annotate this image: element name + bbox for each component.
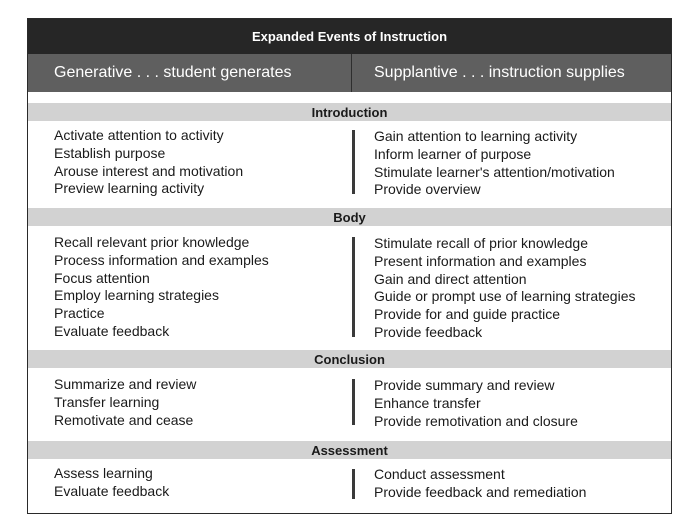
introduction-generative-list — [54, 127, 243, 198]
list-item: Provide feedback and remediation — [374, 483, 587, 500]
column-header-supplantive: Supplantive . . . instruction supplies — [374, 64, 625, 81]
body-generative-list — [54, 234, 269, 341]
assessment-generative-list — [54, 465, 169, 501]
list-item: Provide overview — [374, 181, 481, 198]
body-supplantive-list — [374, 235, 635, 342]
list-item: Focus attention — [54, 269, 150, 286]
list-item: Arouse interest and motivation — [54, 162, 244, 179]
list-item: Stimulate learner's attention/motivation — [374, 163, 615, 180]
list-item: Inform learner of purpose — [374, 145, 532, 162]
list-item: Summarize and review — [54, 376, 197, 392]
list-item: Provide remotivation and closure — [374, 412, 578, 429]
list-item: Employ learning strategies — [54, 287, 219, 304]
list-item: Evaluate feedback — [54, 322, 170, 339]
list-item: Practice — [54, 305, 105, 322]
list-item: Enhance transfer — [374, 394, 481, 411]
section-header-introduction: Introduction — [28, 103, 671, 121]
column-header-generative: Generative . . . student generates — [54, 64, 292, 81]
list-item: Conduct assessment — [374, 466, 505, 482]
section-divider-bar — [352, 469, 355, 499]
list-item: Transfer learning — [54, 393, 160, 410]
list-item: Preview learning activity — [54, 180, 205, 197]
list-item: Gain attention to learning activity — [374, 128, 578, 144]
list-item: Process information and examples — [54, 251, 269, 268]
table-title: Expanded Events of Instruction — [28, 19, 671, 54]
list-item: Evaluate feedback — [54, 482, 170, 499]
section-divider-bar — [352, 237, 355, 337]
list-item: Gain and direct attention — [374, 270, 527, 287]
list-item: Assess learning — [54, 465, 153, 481]
section-divider-bar — [352, 130, 355, 194]
assessment-supplantive-list — [374, 466, 586, 502]
section-header-conclusion: Conclusion — [28, 350, 671, 368]
column-header-row — [28, 54, 671, 92]
list-item: Activate attention to activity — [54, 127, 224, 143]
list-item: Provide summary and review — [374, 377, 555, 393]
column-divider — [351, 54, 352, 92]
section-header-assessment: Assessment — [28, 441, 671, 459]
list-item: Guide or prompt use of learning strategies — [374, 288, 636, 305]
list-item: Establish purpose — [54, 144, 166, 161]
list-item: Provide feedback — [374, 323, 483, 340]
list-item: Remotivate and cease — [54, 411, 194, 428]
section-divider-bar — [352, 379, 355, 425]
list-item: Provide for and guide practice — [374, 306, 560, 323]
conclusion-generative-list — [54, 376, 196, 429]
section-header-body: Body — [28, 208, 671, 226]
introduction-supplantive-list — [374, 128, 615, 199]
conclusion-supplantive-list — [374, 377, 578, 430]
list-item: Present information and examples — [374, 252, 587, 269]
list-item: Recall relevant prior knowledge — [54, 234, 250, 250]
events-table — [27, 18, 672, 514]
list-item: Stimulate recall of prior knowledge — [374, 235, 588, 251]
